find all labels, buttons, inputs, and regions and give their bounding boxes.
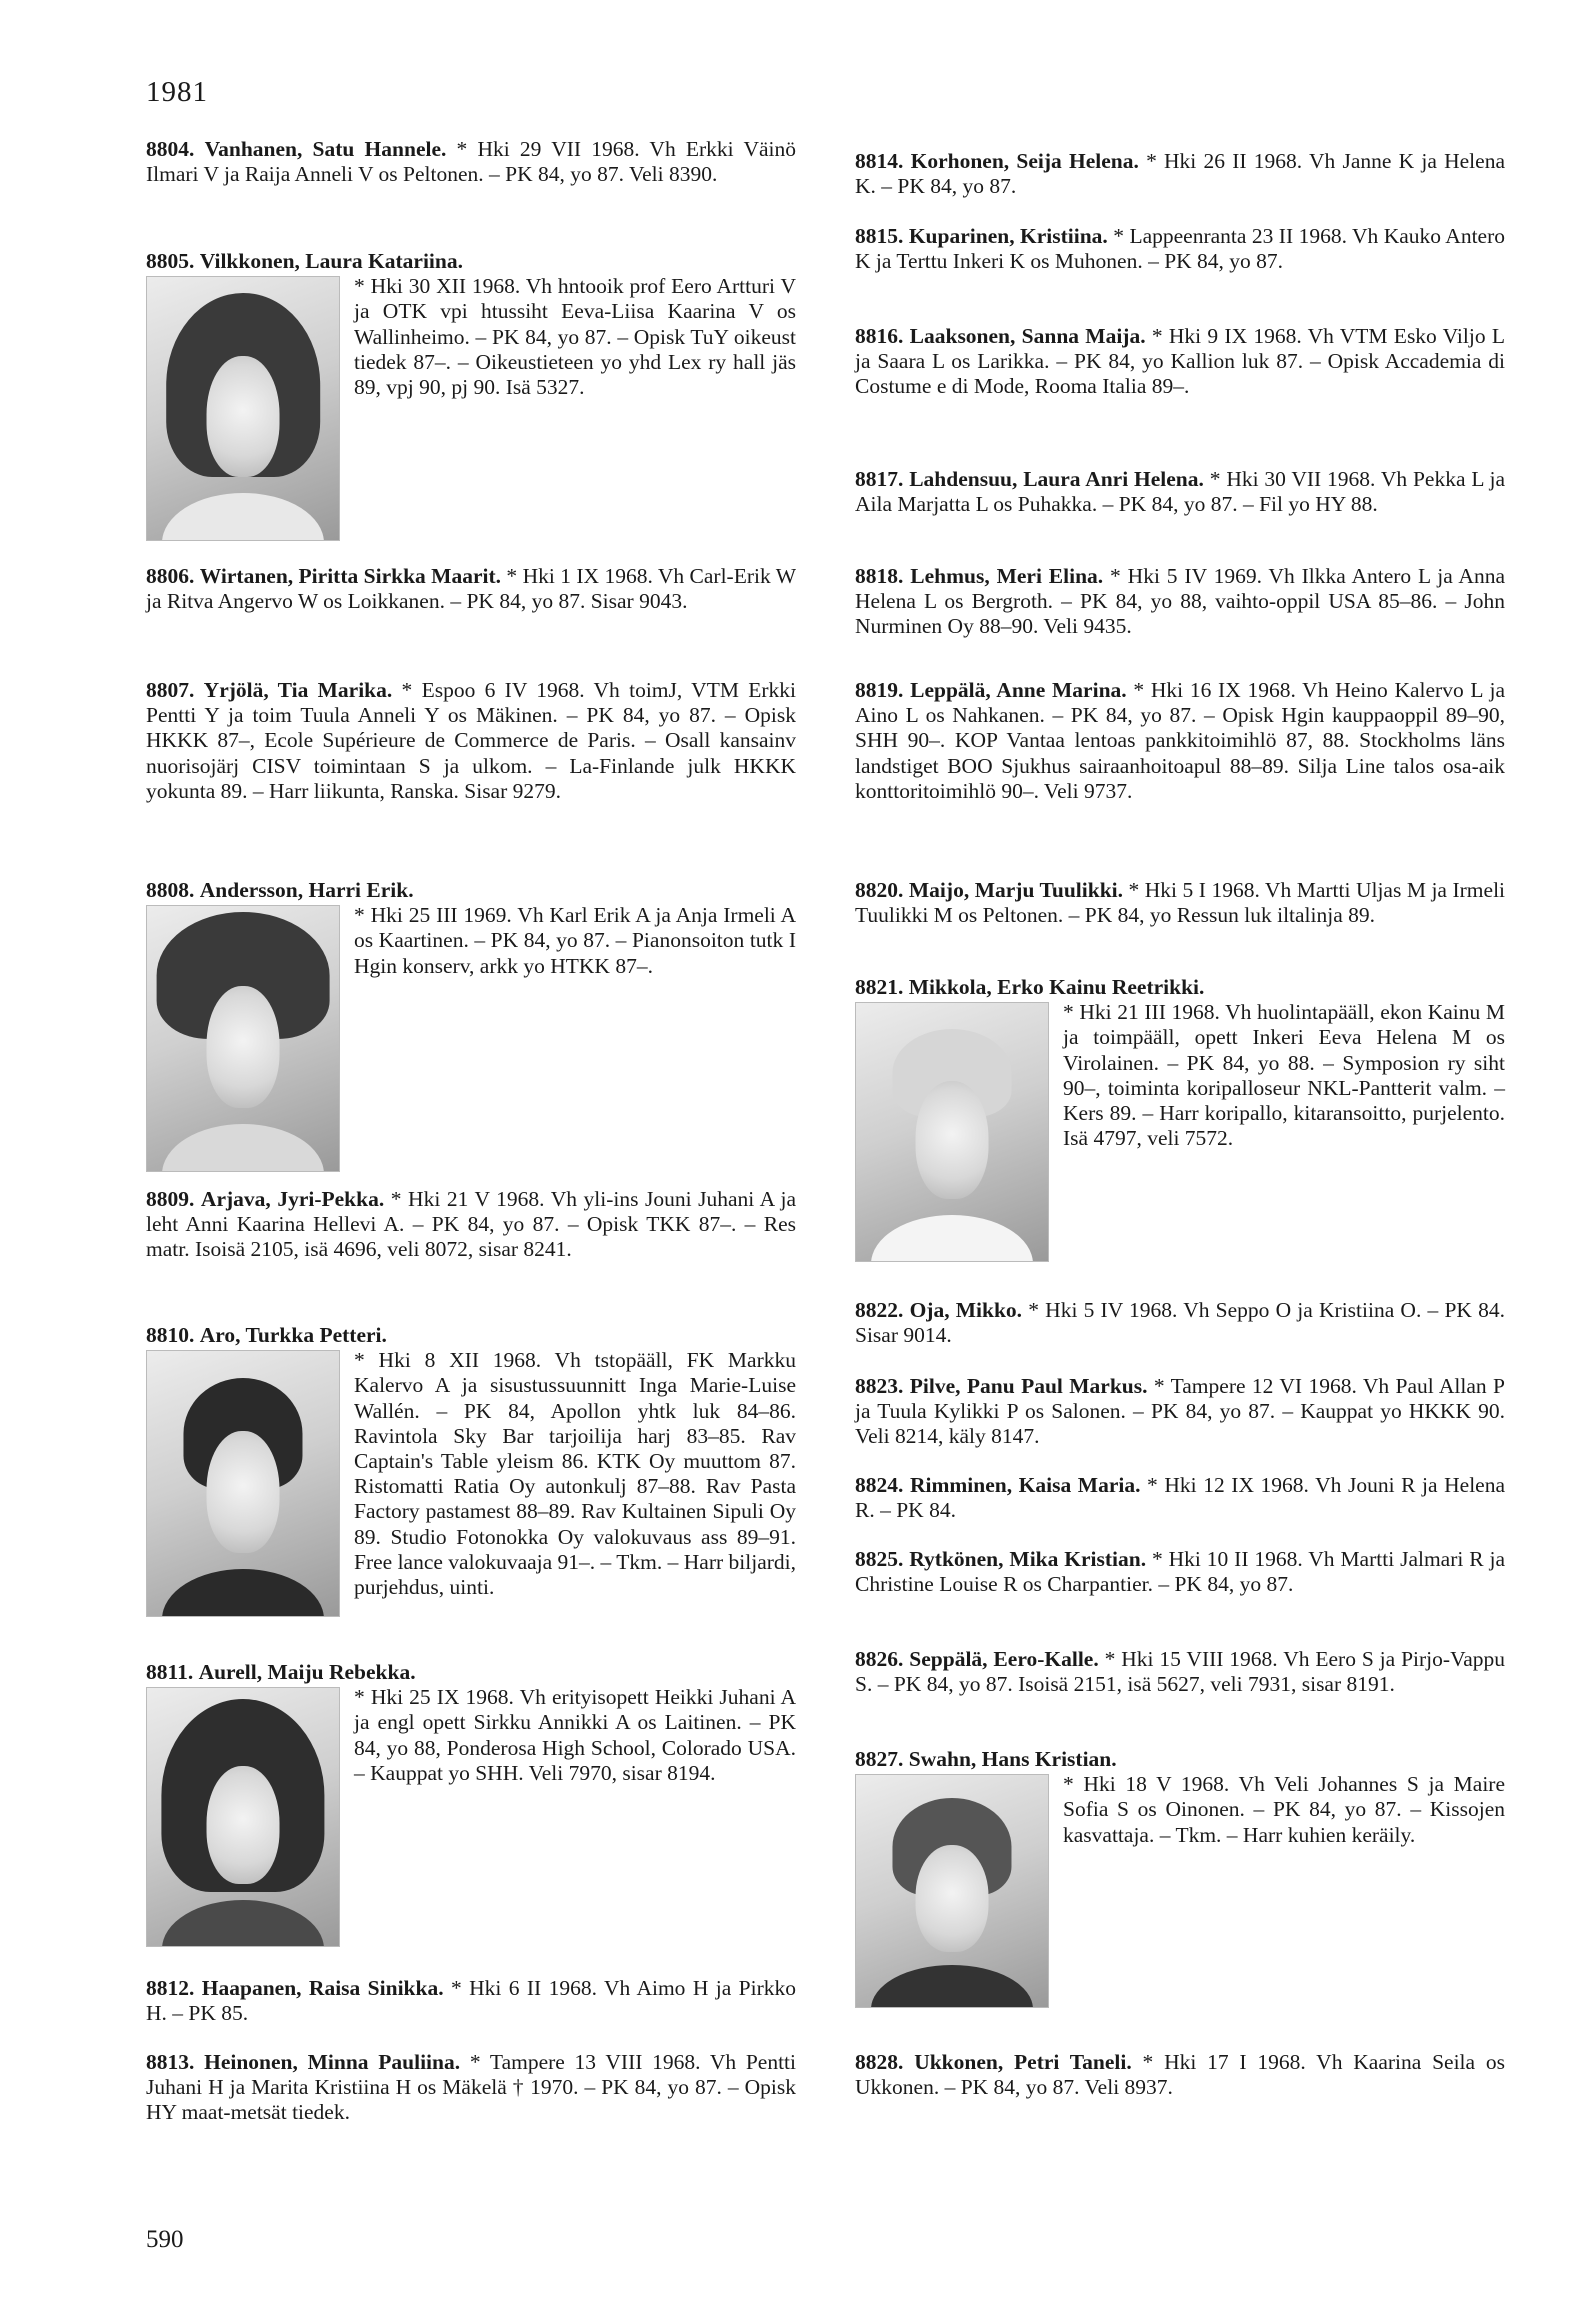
entry-text: * Hki 6 II 1968. Vh Aimo H ja Pirkko H. – PK 85. bbox=[146, 1976, 796, 2026]
entry-name: Leppälä, Anne Marina. bbox=[910, 678, 1127, 702]
entry-name: Mikkola, Erko Kainu Reetrikki. bbox=[908, 975, 1205, 999]
entry-number: 8814. bbox=[855, 149, 904, 173]
entry-number: 8820. bbox=[855, 878, 904, 902]
entry-text: * Hki 9 IX 1968. Vh VTM Esko Viljo L ja Saara L os Larikka. – PK 84, yo Kallion luk 87. – Opisk Accademia di Costume e di Mode, Rooma Italia 89–. bbox=[855, 324, 1505, 399]
entry-8805 bbox=[146, 249, 796, 545]
page-year-heading: 1981 bbox=[146, 76, 208, 108]
entry-8826 bbox=[855, 1647, 1505, 1697]
entry-8813 bbox=[146, 2050, 796, 2126]
entry-8814 bbox=[855, 149, 1505, 199]
entry-text: * Hki 18 V 1968. Vh Veli Johannes S ja Maire Sofia S os Oinonen. – PK 84, yo 87. – Kissojen kasvattaja. – Tkm. – Harr kuhien keräily. bbox=[1063, 1772, 1505, 1847]
entry-text: * Hki 5 I 1968. Vh Martti Uljas M ja Irmeli Tuulikki M os Peltonen. – PK 84, yo Ressun luk iltalinja 89. bbox=[855, 878, 1506, 928]
entry-name: Seppälä, Eero-Kalle. bbox=[909, 1647, 1099, 1671]
entry-8822 bbox=[855, 1298, 1505, 1348]
entry-8823 bbox=[855, 1374, 1505, 1450]
entry-text: * Hki 21 III 1968. Vh huolintapääll, ekon Kainu M ja toimpääll, opett Inkeri Eeva Helena M os Virolainen. – PK 84, yo 88. – Symposion ry siht 90–, toiminta koripalloseur NKL-Pantterit valm. – Kers 89. – Harr koripallo, kitaransoitto, purjelento. Isä 4797, veli 7572. bbox=[1063, 1000, 1505, 1151]
entry-8819 bbox=[855, 678, 1505, 804]
entry-number: 8826. bbox=[855, 1647, 904, 1671]
entry-number: 8828. bbox=[855, 2050, 904, 2074]
entry-name: Lehmus, Meri Elina. bbox=[910, 564, 1104, 588]
entry-8824 bbox=[855, 1473, 1505, 1523]
entry-8825 bbox=[855, 1547, 1505, 1597]
entry-number: 8821. bbox=[855, 975, 904, 999]
entry-number: 8827. bbox=[855, 1747, 904, 1771]
entry-8820 bbox=[855, 878, 1505, 928]
entry-name: Arjava, Jyri-Pekka. bbox=[200, 1187, 385, 1211]
entry-8828 bbox=[855, 2050, 1505, 2100]
entry-8804 bbox=[146, 137, 796, 187]
entry-name: Oja, Mikko. bbox=[909, 1298, 1023, 1322]
portrait-photo bbox=[146, 1687, 340, 1947]
entry-number: 8825. bbox=[855, 1547, 904, 1571]
entry-number: 8804. bbox=[146, 137, 195, 161]
portrait-photo bbox=[146, 276, 340, 541]
entry-8817 bbox=[855, 467, 1505, 517]
entry-text: * Hki 25 IX 1968. Vh erityisopett Heikki Juhani A ja engl opett Sirkku Annikki A os Laitinen. – PK 84, yo 88, Ponderosa High School, Colorado USA. – Kauppat yo SHH. Veli 7970, sisar 8194. bbox=[354, 1685, 796, 1785]
entry-8808 bbox=[146, 878, 796, 1176]
entry-number: 8806. bbox=[146, 564, 195, 588]
entry-name: Maijo, Marju Tuulikki. bbox=[908, 878, 1124, 902]
entry-name: Aro, Turkka Petteri. bbox=[199, 1323, 387, 1347]
entry-text: * Lappeenranta 23 II 1968. Vh Kauko Antero K ja Terttu Inkeri K os Muhonen. – PK 84, yo 87. bbox=[855, 224, 1505, 274]
entry-text: * Hki 29 VII 1968. Vh Erkki Väinö Ilmari V ja Raija Anneli V os Peltonen. – PK 84, yo 87. Veli 8390. bbox=[146, 137, 796, 187]
entry-number: 8805. bbox=[146, 249, 195, 273]
entry-number: 8823. bbox=[855, 1374, 904, 1398]
entry-name: Rytkönen, Mika Kristian. bbox=[909, 1547, 1147, 1571]
entry-8821 bbox=[855, 975, 1505, 1266]
entry-8809 bbox=[146, 1187, 796, 1263]
entry-number: 8815. bbox=[855, 224, 904, 248]
portrait-photo bbox=[855, 1002, 1049, 1262]
entry-number: 8819. bbox=[855, 678, 904, 702]
entry-name: Vilkkonen, Laura Katariina. bbox=[199, 249, 463, 273]
entry-number: 8810. bbox=[146, 1323, 195, 1347]
entry-8816 bbox=[855, 324, 1505, 400]
entry-number: 8816. bbox=[855, 324, 904, 348]
entry-name: Haapanen, Raisa Sinikka. bbox=[201, 1976, 444, 2000]
entry-8807 bbox=[146, 678, 796, 804]
entry-text: * Hki 1 IX 1968. Vh Carl-Erik W ja Ritva Angervo W os Loikkanen. – PK 84, yo 87. Sisar 9043. bbox=[146, 564, 797, 614]
entry-text: * Hki 12 IX 1968. Vh Jouni R ja Helena R. – PK 84. bbox=[855, 1473, 1506, 1523]
entry-name: Korhonen, Seija Helena. bbox=[910, 149, 1139, 173]
entry-name: Lahdensuu, Laura Anri Helena. bbox=[909, 467, 1204, 491]
entry-8811 bbox=[146, 1660, 796, 1951]
entry-name: Swahn, Hans Kristian. bbox=[908, 1747, 1117, 1771]
entry-text: * Hki 5 IV 1969. Vh Ilkka Antero L ja Anna Helena L os Bergroth. – PK 84, yo 88, vaihto-oppil USA 85–86. – John Nurminen Oy 88–90. Veli 9435. bbox=[855, 564, 1505, 639]
entry-number: 8824. bbox=[855, 1473, 904, 1497]
entry-8806 bbox=[146, 564, 796, 614]
entry-name: Aurell, Maiju Rebekka. bbox=[198, 1660, 416, 1684]
entry-number: 8813. bbox=[146, 2050, 195, 2074]
entry-name: Rimminen, Kaisa Maria. bbox=[909, 1473, 1141, 1497]
entry-number: 8811. bbox=[146, 1660, 194, 1684]
entry-name: Laaksonen, Sanna Maija. bbox=[909, 324, 1146, 348]
page-number: 590 bbox=[146, 2226, 184, 2253]
entry-name: Heinonen, Minna Pauliina. bbox=[204, 2050, 461, 2074]
entry-8812 bbox=[146, 1976, 796, 2026]
entry-text: * Hki 16 IX 1968. Vh Heino Kalervo L ja Aino L os Nahkanen. – PK 84, yo 87. – Opisk Hgin kauppaoppil 89–90, SHH 90–. KOP Vantaa lentoas pankkitoimihlö 87, 88. Stockholms läns landstiget BOO Sjukhus sairaanhoitoapul 88–89. Silja Line talos osa-aik konttoritoimihlö 90–. Veli 9737. bbox=[855, 678, 1506, 803]
entry-text: * Hki 8 XII 1968. Vh tstopääll, FK Markku Kalervo A ja sisustussuunnitt Inga Marie-Luise Wallén. – PK 84, Apollon yhtk luk 84–86. Ravintola Sky Bar tarjoilija harj 83–85. Rav Captain's Table yleism 86. KTK Oy muuttom 87. Ristomatti Ratia Oy autonkulj 87–88. Rav Pasta Factory pastamest 88–89. Rav Kultainen Sipuli Oy 89. Studio Fotonokka Oy valokuvaus ass 89–91. Free lance valokuvaaja 91–. – Tkm. – Harr biljardi, purjehdus, uinti. bbox=[354, 1348, 796, 1600]
entry-name: Kuparinen, Kristiina. bbox=[908, 224, 1108, 248]
entry-number: 8808. bbox=[146, 878, 195, 902]
portrait-photo bbox=[146, 905, 340, 1172]
entry-text: * Hki 17 I 1968. Vh Kaarina Seila os Ukkonen. – PK 84, yo 87. Veli 8937. bbox=[855, 2050, 1505, 2100]
entry-number: 8812. bbox=[146, 1976, 195, 2000]
entry-text: * Hki 25 III 1969. Vh Karl Erik A ja Anja Irmeli A os Kaartinen. – PK 84, yo 87. – Pianonsoiton tutk I Hgin konserv, arkk yo HTKK 87–. bbox=[354, 903, 796, 978]
entry-text: * Hki 26 II 1968. Vh Janne K ja Helena K. – PK 84, yo 87. bbox=[855, 149, 1505, 199]
entry-number: 8809. bbox=[146, 1187, 195, 1211]
portrait-photo bbox=[146, 1350, 340, 1617]
entry-8818 bbox=[855, 564, 1505, 640]
entry-8810 bbox=[146, 1323, 796, 1621]
entry-number: 8817. bbox=[855, 467, 904, 491]
entry-text: * Hki 5 IV 1968. Vh Seppo O ja Kristiina O. – PK 84. Sisar 9014. bbox=[855, 1298, 1505, 1348]
entry-name: Ukkonen, Petri Taneli. bbox=[914, 2050, 1132, 2074]
entry-number: 8822. bbox=[855, 1298, 904, 1322]
entry-name: Vanhanen, Satu Hannele. bbox=[204, 137, 447, 161]
entry-number: 8818. bbox=[855, 564, 904, 588]
entry-name: Andersson, Harri Erik. bbox=[199, 878, 414, 902]
entry-8815 bbox=[855, 224, 1505, 274]
entry-text: * Tampere 13 VIII 1968. Vh Pentti Juhani H ja Marita Kristiina H os Mäkelä † 1970. – PK 84, yo 87. – Opisk HY maat-metsät tiedek. bbox=[146, 2050, 797, 2125]
entry-text: * Hki 30 XII 1968. Vh hntooik prof Eero Artturi V ja OTK vpi htussiht Eeva-Liisa Kaarina V os Wallinheimo. – PK 84, yo 87. – Opisk TuY oikeust tiedek 87–. – Oikeustieteen yo yhd Lex ry hall jäs 89, vpj 90, pj 90. Isä 5327. bbox=[354, 274, 796, 400]
entry-text: * Tampere 12 VI 1968. Vh Paul Allan P ja Tuula Kylikki P os Salonen. – PK 84, yo 87. – Kauppat yo HKKK 90. Veli 8214, käly 8147. bbox=[855, 1374, 1506, 1449]
entry-name: Pilve, Panu Paul Markus. bbox=[909, 1374, 1148, 1398]
entry-text: * Hki 21 V 1968. Vh yli-ins Jouni Juhani A ja leht Anni Kaarina Hellevi A. – PK 84, yo 87. – Opisk TKK 87–. – Res matr. Isoisä 2105, isä 4696, veli 8072, sisar 8241. bbox=[146, 1187, 797, 1262]
entry-name: Wirtanen, Piritta Sirkka Maarit. bbox=[199, 564, 502, 588]
entry-name: Yrjölä, Tia Marika. bbox=[203, 678, 393, 702]
entry-number: 8807. bbox=[146, 678, 195, 702]
entry-text: * Hki 15 VIII 1968. Vh Eero S ja Pirjo-Vappu S. – PK 84, yo 87. Isoisä 2151, isä 5627, veli 7931, sisar 8191. bbox=[855, 1647, 1506, 1697]
portrait-photo bbox=[855, 1774, 1049, 2008]
entry-text: * Hki 30 VII 1968. Vh Pekka L ja Aila Marjatta L os Puhakka. – PK 84, yo 87. – Fil yo HY 88. bbox=[855, 467, 1506, 517]
entry-text: * Espoo 6 IV 1968. Vh toimJ, VTM Erkki Pentti Y ja toim Tuula Anneli Y os Mäkinen. – PK 84, yo 87. – Opisk HKKK 87–, Ecole Supérieure de Commerce de Paris. – Osall kansainv nuorisojärj CISV toimintaan S ja ulkom. – La-Finlande julk HKKK yokunta 89. – Harr liikunta, Ranska. Sisar 9279. bbox=[146, 678, 796, 803]
entry-8827 bbox=[855, 1747, 1505, 2012]
entry-text: * Hki 10 II 1968. Vh Martti Jalmari R ja Christine Louise R os Charpantier. – PK 84, yo 87. bbox=[855, 1547, 1506, 1597]
